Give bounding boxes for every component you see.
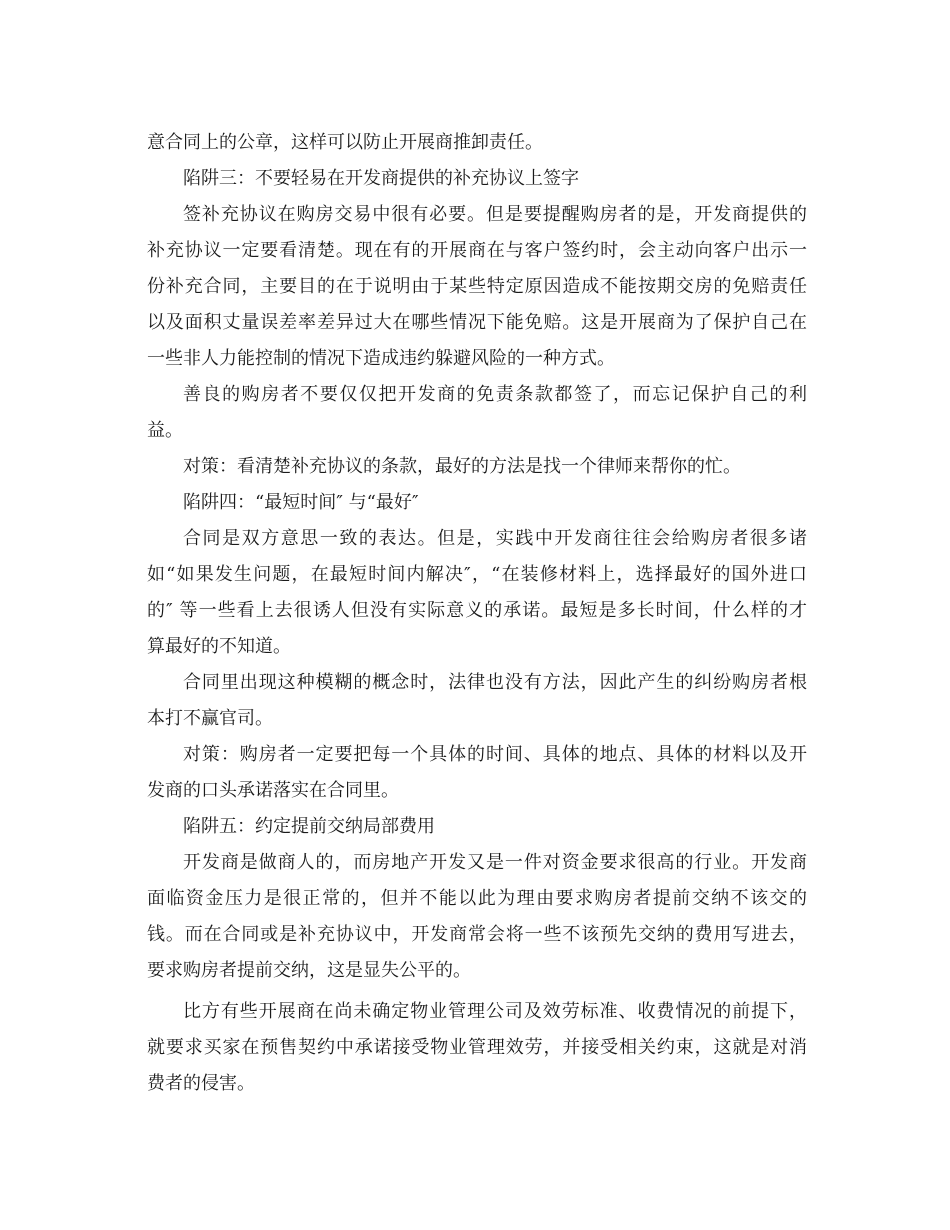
paragraph-line: 一些非人力能控制的情况下造成违约躲避风险的一种方式。 [147,348,615,369]
section-heading: 陷阱五：约定提前交纳局部费用 [183,816,435,837]
paragraph-line: 签补充协议在购房交易中很有必要。但是要提醒购房者的是，开发商提供的 [183,204,807,225]
paragraph-line: 意合同上的公章，这样可以防止开展商推卸责任。 [147,132,543,153]
paragraph-line: 以及面积丈量误差率差异过大在哪些情况下能免赔。这是开展商为了保护自己在 [147,312,807,333]
section-heading: 陷阱四：“最短时间″ 与“最好″ [183,492,419,513]
paragraph-line: 份补充合同，主要目的在于说明由于某些特定原因造成不能按期交房的免赔责任 [147,276,807,297]
paragraph-line: 合同里出现这种模糊的概念时，法律也没有方法，因此产生的纠纷购房者根 [183,672,807,693]
paragraph-line: 钱。而在合同或是补充协议中，开发商常会将一些不该预先交纳的费用写进去， [147,924,807,945]
paragraph-line: 的″ 等一些看上去很诱人但没有实际意义的承诺。最短是多长时间，什么样的才 [147,600,807,621]
paragraph-line: 对策：购房者一定要把每一个具体的时间、具体的地点、具体的材料以及开 [183,744,807,765]
paragraph-line: 面临资金压力是很正常的，但并不能以此为理由要求购房者提前交纳不该交的 [147,888,807,909]
paragraph-line: 对策：看清楚补充协议的条款，最好的方法是找一个律师来帮你的忙。 [183,456,741,477]
paragraph-line: 本打不赢官司。 [147,708,273,729]
paragraph-line: 善良的购房者不要仅仅把开发商的免责条款都签了，而忘记保护自己的利 [183,384,807,405]
paragraph-line: 算最好的不知道。 [147,636,291,657]
paragraph-line: 益。 [147,420,183,441]
paragraph-line: 比方有些开展商在尚未确定物业管理公司及效劳标准、收费情况的前提下， [183,1001,807,1022]
paragraph-line: 补充协议一定要看清楚。现在有的开展商在与客户签约时，会主动向客户出示一 [147,240,807,261]
paragraph-line: 合同是双方意思一致的表达。但是，实践中开发商往往会给购房者很多诸 [183,528,807,549]
paragraph-line: 费者的侵害。 [147,1073,255,1094]
paragraph-line: 就要求买家在预售契约中承诺接受物业管理效劳，并接受相关约束，这就是对消 [147,1037,807,1058]
paragraph-line: 要求购房者提前交纳，这是显失公平的。 [147,960,471,981]
paragraph-line: 发商的口头承诺落实在合同里。 [147,780,399,801]
section-heading: 陷阱三：不要轻易在开发商提供的补充协议上签字 [183,168,579,189]
paragraph-line: 开发商是做商人的，而房地产开发又是一件对资金要求很高的行业。开发商 [183,852,807,873]
paragraph-line: 如“如果发生问题，在最短时间内解决″，“在装修材料上，选择最好的国外进口 [147,564,807,585]
